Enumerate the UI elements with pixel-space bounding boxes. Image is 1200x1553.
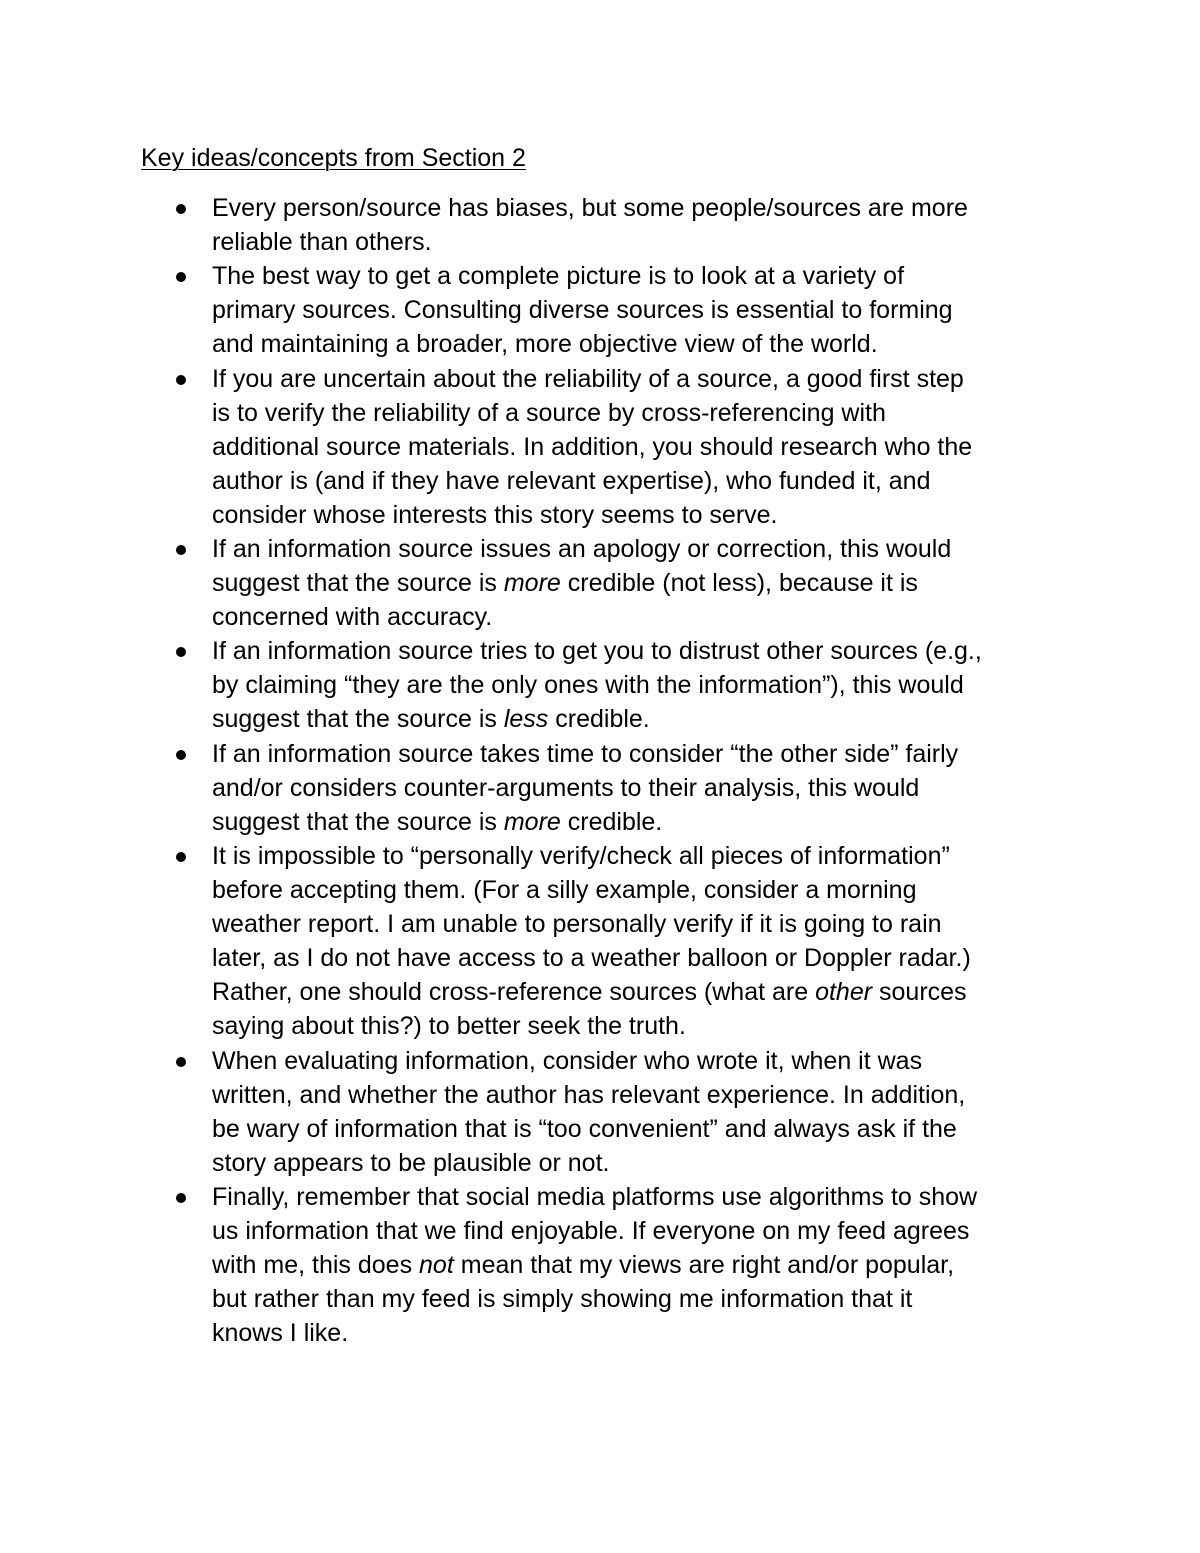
text-run: If an information source tries to get you to distrust other sources (e.g., (212, 637, 982, 666)
text-line (212, 771, 919, 805)
text-line (212, 327, 878, 361)
text-line (212, 737, 958, 771)
text-run: suggest that the source is (212, 807, 504, 836)
text-run: before accepting them. (For a silly example, consider a morning (212, 875, 917, 904)
text-line (212, 1009, 686, 1043)
text-line (212, 634, 982, 668)
text-run: If you are uncertain about the reliability of a source, a good first step (212, 364, 964, 393)
text-line (212, 1112, 957, 1146)
emphasized-text: more (503, 569, 561, 598)
section-heading: Key ideas/concepts from Section 2 (141, 144, 526, 172)
text-line (212, 396, 886, 430)
text-line (212, 191, 968, 225)
emphasized-text: less (503, 705, 549, 734)
text-run: us information that we find enjoyable. If everyone on my feed agrees (212, 1216, 970, 1245)
text-line (212, 1282, 912, 1316)
bullet-point-icon (176, 375, 186, 385)
text-run: be wary of information that is “too convenient” and always ask if the (212, 1114, 957, 1143)
text-run: but rather than my feed is simply showing me information that it (212, 1285, 913, 1314)
text-line (212, 1248, 954, 1282)
text-run: consider whose interests this story seems to serve. (212, 500, 778, 529)
text-line (212, 293, 953, 327)
text-run: Rather, one should cross-reference sources (what are (212, 978, 816, 1007)
text-run: primary sources. Consulting diverse sources is essential to forming (212, 296, 953, 325)
text-run: additional source materials. In addition, you should research who the (212, 432, 973, 461)
text-line (212, 805, 662, 839)
text-line (212, 702, 650, 736)
text-line (212, 362, 964, 396)
text-run: by claiming “they are the only ones with the information”), this would (212, 671, 964, 700)
bullet-point-icon (176, 272, 186, 282)
text-run: concerned with accuracy. (212, 603, 493, 632)
text-run: Every person/source has biases, but some people/sources are more (212, 194, 968, 222)
bullet-point-icon (176, 1057, 186, 1067)
text-run: later, as I do not have access to a weather balloon or Doppler radar.) (212, 944, 971, 973)
text-line (212, 566, 918, 600)
text-run: author is (and if they have relevant expertise), who funded it, and (212, 466, 931, 495)
text-run: It is impossible to “personally verify/check all pieces of information” (212, 841, 950, 870)
text-run: credible. (560, 807, 663, 836)
text-line (212, 1214, 969, 1248)
text-line (212, 1044, 922, 1078)
text-line (212, 1146, 609, 1180)
bullet-point-icon (176, 545, 186, 555)
text-run: story appears to be plausible or not. (212, 1148, 610, 1177)
text-run: When evaluating information, consider who wrote it, when it was (212, 1046, 923, 1075)
text-run: suggest that the source is (212, 569, 504, 598)
text-run: and/or considers counter-arguments to their analysis, this would (212, 773, 920, 802)
text-run: Finally, remember that social media platforms use algorithms to show (212, 1182, 978, 1211)
text-run: saying about this?) to better seek the truth. (212, 1012, 686, 1041)
bullet-point-icon (176, 647, 186, 657)
bullet-point-icon (176, 750, 186, 760)
text-line (212, 259, 904, 293)
bullet-point-icon (176, 204, 186, 214)
text-run: written, and whether the author has relevant experience. In addition, (212, 1080, 966, 1109)
text-run: sources (872, 978, 967, 1007)
text-line (212, 1078, 965, 1112)
text-run: If an information source issues an apology or correction, this would (212, 535, 952, 563)
text-line (212, 532, 951, 566)
text-line (212, 600, 492, 634)
text-line (212, 464, 930, 498)
text-line (212, 1316, 348, 1350)
text-run: mean that my views are right and/or popular, (453, 1251, 955, 1280)
text-line (212, 498, 778, 532)
text-line (212, 1180, 977, 1214)
text-run: The best way to get a complete picture is to look at a variety of (212, 262, 905, 291)
text-line (212, 975, 967, 1009)
text-line (212, 668, 964, 702)
text-line (212, 430, 972, 464)
text-run: weather report. I am unable to personally verify if it is going to rain (212, 910, 942, 939)
text-run: credible (not less), because it is (560, 569, 918, 598)
text-run: is to verify the reliability of a source by cross-referencing with (212, 398, 886, 427)
text-run: suggest that the source is (212, 705, 504, 734)
text-run: If an information source takes time to consider “the other side” fairly (212, 739, 959, 768)
bullet-point-icon (176, 1193, 186, 1203)
text-line (212, 225, 432, 259)
text-run: with me, this does (212, 1251, 420, 1280)
bullet-point-icon (176, 852, 186, 862)
text-run: and maintaining a broader, more objective view of the world. (212, 330, 878, 359)
text-line (212, 839, 950, 873)
text-run: reliable than others. (212, 228, 432, 257)
emphasized-text: other (815, 978, 873, 1007)
text-line (212, 907, 942, 941)
emphasized-text: not (419, 1251, 454, 1280)
emphasized-text: more (503, 807, 561, 836)
text-run: knows I like. (212, 1319, 349, 1348)
text-line (212, 941, 971, 975)
text-run: credible. (548, 705, 650, 734)
text-line (212, 873, 917, 907)
